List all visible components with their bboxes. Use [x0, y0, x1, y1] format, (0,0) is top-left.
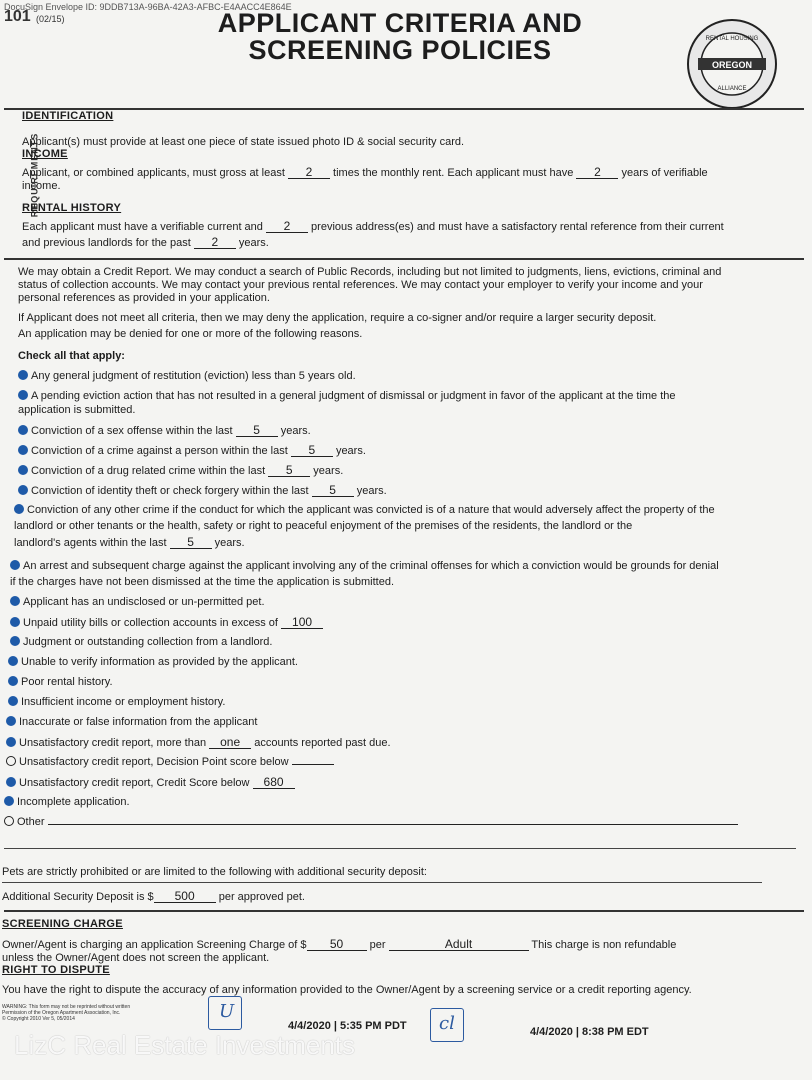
criterion-pending-eviction-cont: application is submitted.: [18, 404, 136, 416]
drug-crime-years-field[interactable]: 5: [268, 464, 310, 477]
prev-addresses-field[interactable]: 2: [266, 220, 308, 233]
rental-history-line1: [22, 220, 724, 234]
income-heading: INCOME: [22, 148, 68, 160]
other-field[interactable]: [48, 824, 738, 825]
identification-heading: IDENTIFICATION: [22, 110, 114, 122]
pet-deposit-field[interactable]: 500: [154, 890, 216, 903]
divider: [4, 848, 796, 849]
page-title-line1: APPLICANT CRITERIA AND: [217, 8, 583, 38]
income-text-d: income.: [22, 180, 61, 192]
criterion-arrest-charge[interactable]: An arrest and subsequent charge against the applicant involving any of the criminal offenses for which a conviction would be grounds for denial: [10, 560, 719, 573]
screening-heading: SCREENING CHARGE: [2, 918, 123, 930]
requirements-side-label: REQUIREMENTS: [29, 132, 40, 218]
rental-text-d: years.: [238, 237, 269, 249]
screening-line2: unless the Owner/Agent does not screen the applicant.: [2, 952, 270, 964]
criterion-false-information[interactable]: Inaccurate or false information from the applicant: [6, 716, 257, 729]
notice-line4: If Applicant does not meet all criteria, then we may deny the application, require a co-signer and/or require a larger security deposit.: [18, 312, 657, 324]
criterion-credit-score[interactable]: Unsatisfactory credit report, Credit Score below 680: [6, 776, 295, 790]
criterion-identity-theft[interactable]: Conviction of identity theft or check forgery within the last 5 years.: [18, 484, 387, 498]
criterion-decision-point[interactable]: Unsatisfactory credit report, Decision Point score below: [6, 756, 334, 769]
rental-text-b: previous address(es) and must have a satisfactory rental reference from their current: [311, 221, 724, 233]
sex-offense-years-field[interactable]: 5: [236, 424, 278, 437]
income-text-a: Applicant, or combined applicants, must gross at least: [22, 167, 285, 179]
rental-years-field[interactable]: 2: [194, 236, 236, 249]
income-text-b: times the monthly rent. Each applicant must have: [333, 167, 574, 179]
criterion-arrest-charge-cont: if the charges have not been dismissed at the time the application is submitted.: [10, 576, 394, 588]
svg-text:OREGON: OREGON: [711, 60, 753, 70]
envelope-id: DocuSign Envelope ID: 9DDB713A-96BA-42A3-AFBC-E4AACC4E864E: [4, 2, 292, 12]
divider: [2, 882, 762, 883]
checked-bullet-icon: [18, 390, 28, 400]
rental-history-heading: RENTAL HISTORY: [22, 202, 122, 214]
pet-deposit-line: Additional Security Deposit is $ 500 per approved pet.: [2, 889, 305, 903]
screening-amount-field[interactable]: 50: [307, 938, 367, 951]
criterion-pet[interactable]: Applicant has an undisclosed or un-permitted pet.: [10, 596, 265, 609]
dispute-heading: RIGHT TO DISPUTE: [2, 964, 110, 976]
criterion-other[interactable]: Other: [4, 816, 738, 829]
criterion-unable-verify[interactable]: Unable to verify information as provided by the applicant.: [8, 656, 298, 669]
pets-line: Pets are strictly prohibited or are limited to the following with additional security deposit:: [2, 866, 427, 878]
pets-rule: [4, 910, 804, 912]
checked-bullet-icon: [18, 445, 28, 455]
criterion-crime-against-person[interactable]: Conviction of a crime against a person within the last 5 years.: [18, 444, 366, 458]
years-income-field[interactable]: 2: [576, 166, 618, 179]
checked-bullet-icon: [8, 696, 18, 706]
criterion-drug-crime[interactable]: Conviction of a drug related crime within the last 5 years.: [18, 464, 343, 478]
criterion-label: Any general judgment of restitution (eviction) less than 5 years old.: [31, 370, 356, 382]
decision-point-field[interactable]: [292, 764, 334, 765]
rental-text-c: and previous landlords for the past: [22, 237, 191, 249]
rental-text-a: Each applicant must have a verifiable current and: [22, 221, 263, 233]
criterion-other-crime-cont2: landlord's agents within the last 5 years.: [14, 535, 245, 549]
identification-text: Applicant(s) must provide at least one piece of state issued photo ID & social security card.: [22, 136, 465, 148]
checked-bullet-icon: [18, 485, 28, 495]
notice-line2: status of collection accounts. We may contact your previous rental references. We may contact your employer to verify your income and your: [18, 279, 703, 291]
watermark-text: LizC Real Estate Investments: [14, 1030, 356, 1060]
unchecked-bullet-icon: [6, 756, 16, 766]
criterion-eviction-judgment[interactable]: [18, 370, 356, 383]
checked-bullet-icon: [18, 370, 28, 380]
checked-bullet-icon: [10, 560, 20, 570]
crime-person-years-field[interactable]: 5: [291, 444, 333, 457]
past-due-count-field[interactable]: one: [209, 736, 251, 749]
criterion-poor-rental-history[interactable]: Poor rental history.: [8, 676, 113, 689]
income-text-c: years of verifiable: [621, 167, 708, 179]
notice-line3: personal references as provided in your application.: [18, 292, 270, 304]
screening-per-field[interactable]: Adult: [389, 938, 529, 951]
checked-bullet-icon: [6, 777, 16, 787]
rent-multiple-field[interactable]: 2: [288, 166, 330, 179]
dispute-text: You have the right to dispute the accuracy of any information provided to the Owner/Agent by a screening service or a credit reporting agency.: [2, 984, 692, 996]
timestamp-1: 4/4/2020 | 5:35 PM PDT: [288, 1020, 407, 1032]
check-all-label: Check all that apply:: [18, 350, 125, 362]
checked-bullet-icon: [10, 596, 20, 606]
form-date: (02/15): [36, 14, 65, 24]
checked-bullet-icon: [6, 737, 16, 747]
unchecked-bullet-icon: [4, 816, 14, 826]
criterion-pending-eviction[interactable]: [18, 390, 676, 403]
checked-bullet-icon: [6, 716, 16, 726]
criterion-past-due-accounts[interactable]: Unsatisfactory credit report, more than one accounts reported past due.: [6, 736, 391, 750]
criterion-unpaid-utility[interactable]: Unpaid utility bills or collection accounts in excess of 100: [10, 616, 323, 630]
identity-theft-years-field[interactable]: 5: [312, 484, 354, 497]
unpaid-amount-field[interactable]: 100: [281, 616, 323, 629]
notice-line5: An application may be denied for one or more of the following reasons.: [18, 328, 363, 340]
rental-housing-alliance-seal: [686, 18, 778, 110]
other-crime-years-field[interactable]: 5: [170, 536, 212, 549]
criterion-sex-offense[interactable]: Conviction of a sex offense within the last 5 years.: [18, 424, 311, 438]
svg-text:ALLIANCE: ALLIANCE: [717, 86, 747, 92]
footer-warning: WARNING: This form may not be reprinted without written Permission of the Oregon Apartment Association, Inc. © Copyright 2010 Ver 5, 05/2014: [2, 1004, 131, 1022]
criterion-incomplete-application[interactable]: Incomplete application.: [4, 796, 130, 809]
form-number: 101: [4, 8, 31, 25]
timestamp-2: 4/4/2020 | 8:38 PM EDT: [530, 1026, 649, 1038]
header-rule: [4, 108, 804, 110]
checked-bullet-icon: [4, 796, 14, 806]
checked-bullet-icon: [14, 504, 24, 514]
income-line: [22, 166, 708, 180]
criterion-label: A pending eviction action that has not resulted in a general judgment of dismissal or judgment in favor of the applicant at the time the: [31, 390, 676, 402]
checked-bullet-icon: [10, 636, 20, 646]
criterion-landlord-judgment[interactable]: Judgment or outstanding collection from a landlord.: [10, 636, 272, 649]
criterion-other-crime[interactable]: Conviction of any other crime if the conduct for which the applicant was convicted is of a nature that would adversely affect the property of the: [14, 504, 715, 517]
requirements-rule: [4, 258, 804, 260]
checked-bullet-icon: [8, 676, 18, 686]
page-title-line2: SCREENING POLICIES: [248, 35, 552, 65]
checked-bullet-icon: [18, 425, 28, 435]
checked-bullet-icon: [18, 465, 28, 475]
credit-score-field[interactable]: 680: [253, 776, 295, 789]
svg-text:RENTAL HOUSING: RENTAL HOUSING: [705, 36, 759, 42]
initials-box-2[interactable]: cl: [430, 1008, 464, 1042]
notice-line1: We may obtain a Credit Report. We may conduct a search of Public Records, including but not limited to judgments, liens, evictions, criminal and: [18, 266, 722, 278]
checked-bullet-icon: [8, 656, 18, 666]
screening-line1: Owner/Agent is charging an application Screening Charge of $ 50 per Adult This charge is non refundable: [2, 937, 677, 951]
criterion-other-crime-cont1: landlord or other tenants or the health, safety or right to peaceful enjoyment of the premises of the residents, the landlord or the: [14, 520, 633, 532]
rental-history-line2: [22, 236, 269, 250]
initials-box-1[interactable]: U: [208, 996, 242, 1030]
criterion-insufficient-income[interactable]: Insufficient income or employment history.: [8, 696, 225, 709]
checked-bullet-icon: [10, 617, 20, 627]
